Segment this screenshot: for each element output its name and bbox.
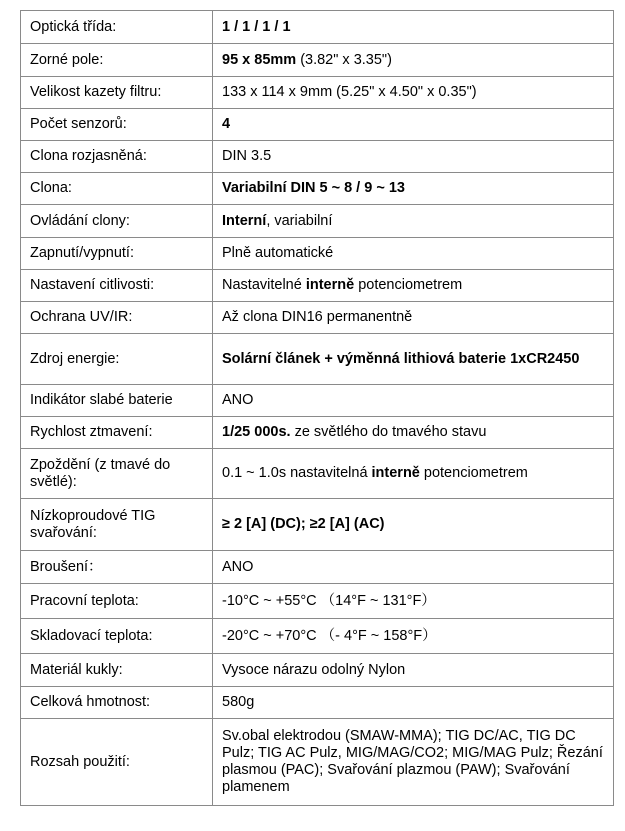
row-value: 580g — [213, 687, 614, 719]
row-label: Rychlost ztmavení: — [21, 417, 213, 449]
table-row — [21, 302, 614, 334]
row-label: Optická třída: — [21, 11, 213, 44]
table-row — [21, 551, 614, 584]
table-row — [21, 44, 614, 77]
table-row — [21, 619, 614, 654]
table-row — [21, 173, 614, 205]
row-value: -10°C ~ +55°C （14°F ~ 131°F） — [213, 584, 614, 619]
row-label: Zpoždění (z tmavé do světlé): — [21, 449, 213, 499]
table-row — [21, 11, 614, 44]
row-value: Plně automatické — [213, 238, 614, 270]
table-row — [21, 719, 614, 806]
row-value: Sv.obal elektrodou (SMAW-MMA); TIG DC/AC, TIG DC Pulz; TIG AC Pulz, MIG/MAG/CO2; MIG/MAG Pulz; Řezání plasmou (PAC); Svařování plazmou (PAW); Svařování plamenem — [213, 719, 614, 806]
row-label: Broušení： — [21, 551, 213, 584]
row-value: ≥ 2 [A] (DC); ≥2 [A] (AC) — [213, 499, 614, 551]
row-label: Pracovní teplota: — [21, 584, 213, 619]
row-label: Ochrana UV/IR: — [21, 302, 213, 334]
row-value: ANO — [213, 385, 614, 417]
row-label: Počet senzorů: — [21, 109, 213, 141]
table-row — [21, 385, 614, 417]
table-row — [21, 654, 614, 687]
row-value: Variabilní DIN 5 ~ 8 / 9 ~ 13 — [213, 173, 614, 205]
row-value: Nastavitelné interně potenciometrem — [213, 270, 614, 302]
row-label: Materiál kukly: — [21, 654, 213, 687]
table-row — [21, 499, 614, 551]
table-row — [21, 584, 614, 619]
table-row — [21, 449, 614, 499]
row-label: Celková hmotnost: — [21, 687, 213, 719]
row-label: Velikost kazety filtru: — [21, 77, 213, 109]
row-label: Nízkoproudové TIG svařování: — [21, 499, 213, 551]
table-row — [21, 238, 614, 270]
table-row — [21, 141, 614, 173]
row-label: Zorné pole: — [21, 44, 213, 77]
row-label: Ovládání clony: — [21, 205, 213, 238]
row-value: Solární článek + výměnná lithiová baterie 1xCR2450 — [213, 334, 614, 385]
table-row — [21, 109, 614, 141]
table-row — [21, 270, 614, 302]
table-row — [21, 334, 614, 385]
row-value: 95 x 85mm (3.82" x 3.35") — [213, 44, 614, 77]
row-value: Interní, variabilní — [213, 205, 614, 238]
table-row — [21, 417, 614, 449]
row-label: Skladovací teplota: — [21, 619, 213, 654]
row-value: 1 / 1 / 1 / 1 — [213, 11, 614, 44]
row-value: Až clona DIN16 permanentně — [213, 302, 614, 334]
row-value: 1/25 000s. ze světlého do tmavého stavu — [213, 417, 614, 449]
row-value: -20°C ~ +70°C （- 4°F ~ 158°F） — [213, 619, 614, 654]
row-value: 4 — [213, 109, 614, 141]
row-label: Zdroj energie: — [21, 334, 213, 385]
table-row — [21, 77, 614, 109]
table-row — [21, 205, 614, 238]
row-label: Indikátor slabé baterie — [21, 385, 213, 417]
row-label: Clona rozjasněná: — [21, 141, 213, 173]
row-label: Clona: — [21, 173, 213, 205]
row-value: 133 x 114 x 9mm (5.25" x 4.50" x 0.35") — [213, 77, 614, 109]
table-row — [21, 687, 614, 719]
spec-table — [20, 10, 614, 806]
row-label: Zapnutí/vypnutí: — [21, 238, 213, 270]
row-label: Rozsah použití: — [21, 719, 213, 806]
row-label: Nastavení citlivosti: — [21, 270, 213, 302]
row-value: DIN 3.5 — [213, 141, 614, 173]
row-value: Vysoce nárazu odolný Nylon — [213, 654, 614, 687]
row-value: ANO — [213, 551, 614, 584]
row-value: 0.1 ~ 1.0s nastavitelná interně potenciometrem — [213, 449, 614, 499]
